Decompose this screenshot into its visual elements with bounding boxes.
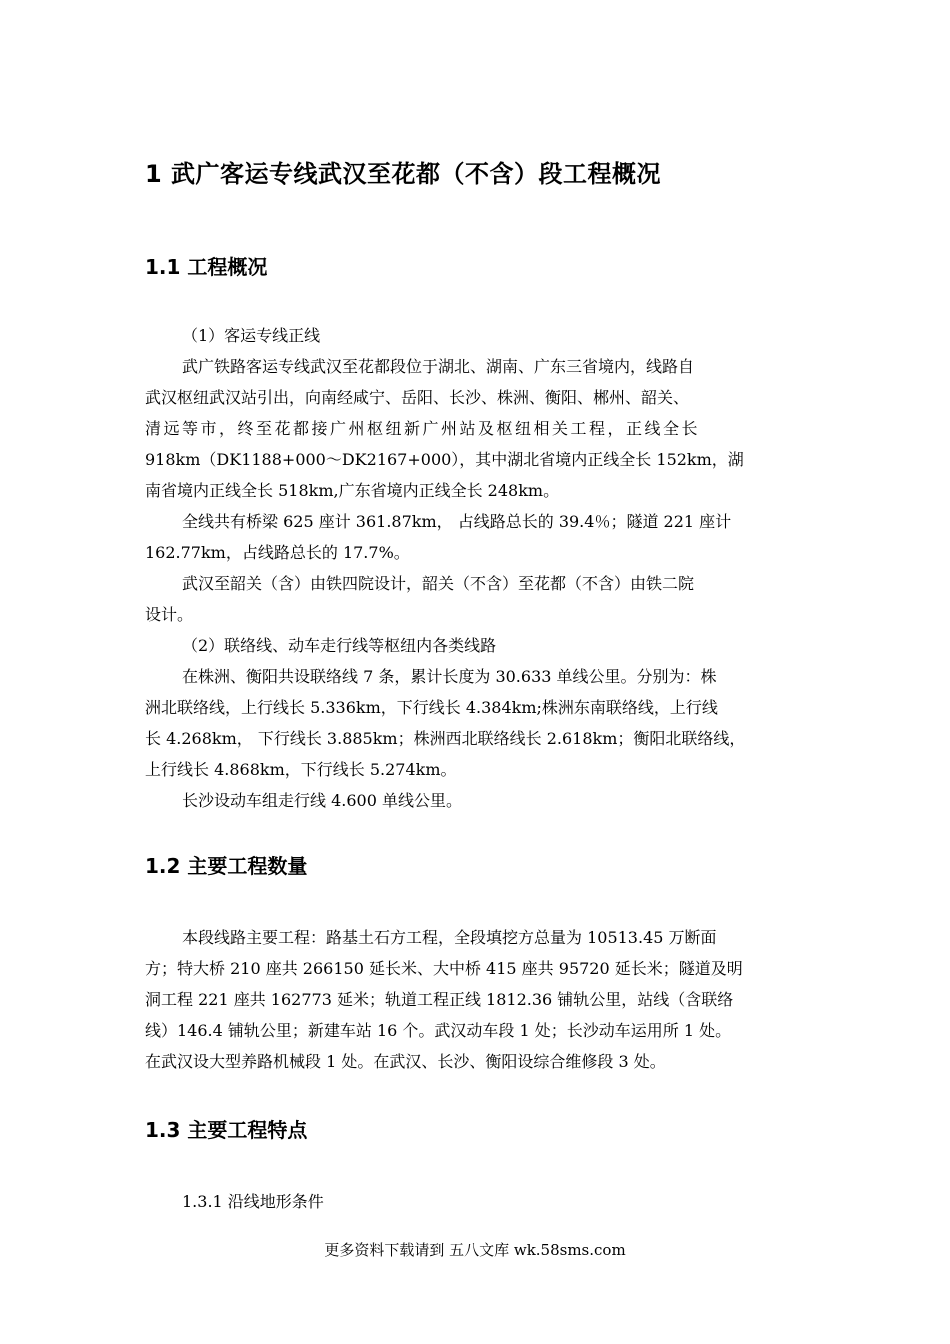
paragraph-line: 在武汉设大型养路机械段 1 处。在武汉、长沙、衡阳设综合维修段 3 处。 [145,1052,666,1071]
paragraph-line: 洲北联络线，上行线长 5.336km，下行线长 4.384km;株洲东南联络线，上行线 [145,698,718,717]
paragraph-line: 长 4.268km， 下行线长 3.885km；株洲西北联络线长 2.618km；衡阳北联络线， [145,729,746,748]
section-1-1-body [145,320,810,816]
paragraph-line: 武汉至韶关（含）由铁四院设计，韶关（不含）至花都（不含）由铁二院 [182,574,695,593]
paragraph-line: 清远等市，终至花都接广州枢纽新广州站及枢纽相关工程，正线全长 [145,419,701,438]
subsection-heading: 1.3.1 沿线地形条件 [182,1192,324,1211]
paragraph-line: 本段线路主要工程：路基土石方工程，全段填挖方总量为 10513.45 万断面 [182,928,717,947]
section-1-1-heading: 1.1 工程概况 [145,255,268,279]
paragraph-line: 武汉枢纽武汉站引出，向南经咸宁、岳阳、长沙、株洲、衡阳、郴州、韶关、 [145,388,690,407]
subheading-main-line: （1）客运专线正线 [182,326,321,345]
paragraph-line: 设计。 [145,605,194,624]
paragraph-line: 洞工程 221 座共 162773 延米；轨道工程正线 1812.36 铺轨公里，站线（含联络 [145,990,734,1009]
footer-note: 更多资料下载请到 五八文库 wk.58sms.com [324,1241,626,1259]
paragraph-line: 918km（DK1188+000～DK2167+000），其中湖北省境内正线全长 152km，湖 [145,450,744,469]
section-1-2-heading: 1.2 主要工程数量 [145,854,308,878]
subheading-link-lines: （2）联络线、动车走行线等枢纽内各类线路 [182,636,497,655]
paragraph-line: 上行线长 4.868km，下行线长 5.274km。 [145,760,457,779]
paragraph-line: 全线共有桥梁 625 座计 361.87km， 占线路总长的 39.4％；隧道 221 座计 [182,512,732,531]
paragraph-line: 在株洲、衡阳共设联络线 7 条，累计长度为 30.633 单线公里。分别为：株 [182,667,717,686]
section-1-2-body [145,922,810,1077]
paragraph-line: 线）146.4 铺轨公里；新建车站 16 个。武汉动车段 1 处；长沙动车运用所 1 处。 [145,1021,732,1040]
paragraph-line: 162.77km，占线路总长的 17.7%。 [145,543,410,562]
paragraph-line: 长沙设动车组走行线 4.600 单线公里。 [182,791,462,810]
section-1-3-heading: 1.3 主要工程特点 [145,1118,308,1142]
chapter-heading: 1 武广客运专线武汉至花都（不含）段工程概况 [145,160,662,188]
paragraph-line: 武广铁路客运专线武汉至花都段位于湖北、湖南、广东三省境内，线路自 [182,357,695,376]
paragraph-line: 方；特大桥 210 座共 266150 延长米、大中桥 415 座共 95720 延长米；隧道及明 [145,959,743,978]
paragraph-line: 南省境内正线全长 518km,广东省境内正线全长 248km。 [145,481,560,500]
section-1-3-body [145,1186,810,1217]
